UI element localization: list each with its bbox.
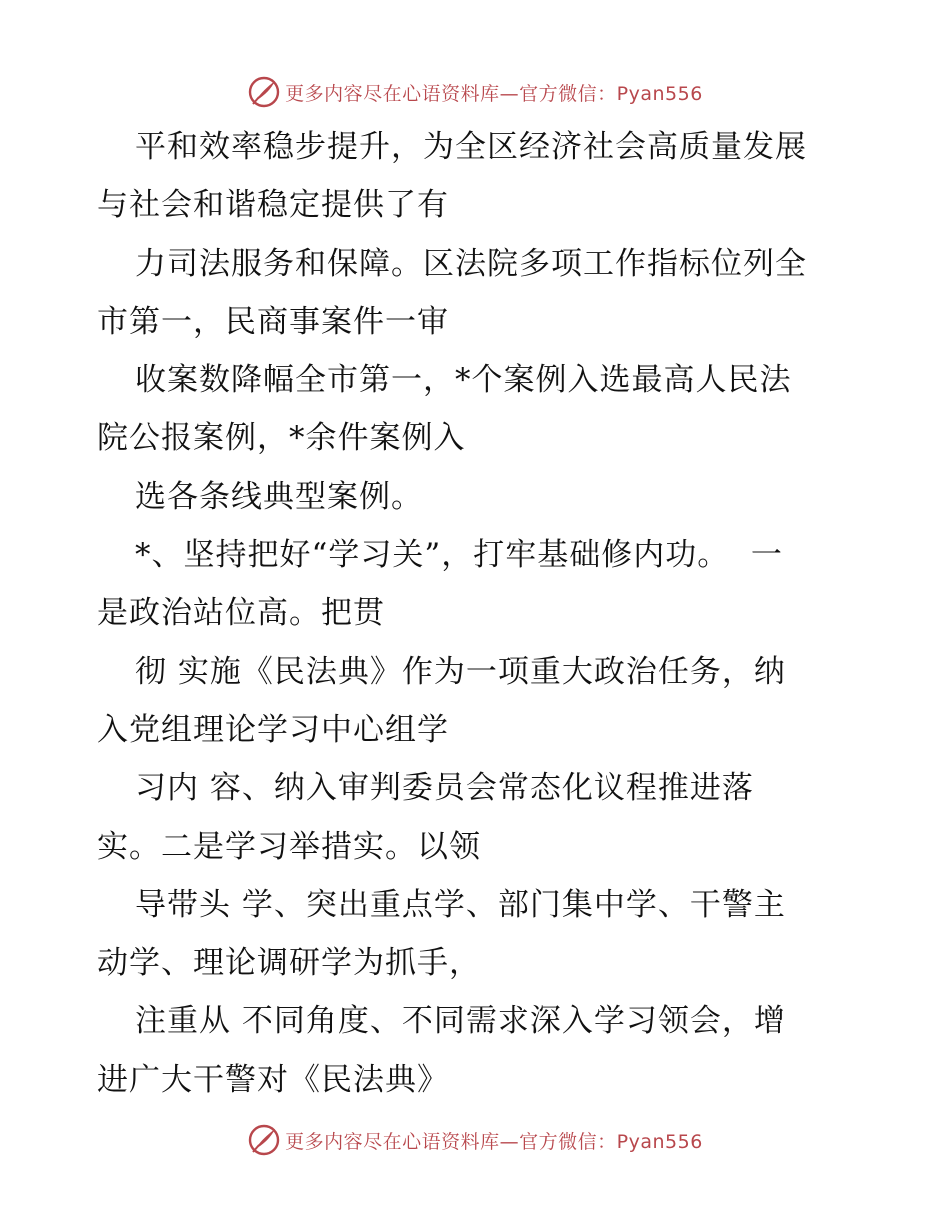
header-watermark-banner [0,72,950,112]
footer-watermark-text: 更多内容尽在心语资料库—官方微信：Pyan556 [285,1130,703,1153]
text-line: 平和效率稳步提升，为全区经济社会高质量发展 [135,129,807,165]
footer-watermark-banner [0,1120,950,1160]
text-line: 院公报案例，*余件案例入 [97,420,466,457]
text-line: 市第一，民商事案件一审 [97,303,449,340]
document-body [97,118,857,1109]
text-line: *、坚持把好“学习关”，打牢基础修内功。 一 [135,537,783,574]
text-line: 与社会和谐稳定提供了有 [97,187,449,224]
text-line: 力司法服务和保障。区法院多项工作指标位列全 [135,245,807,282]
text-line: 实。二是学习举措实。以领 [97,828,481,865]
quill-pen-logo-icon [247,1123,281,1157]
text-line: 导带头 学、突出重点学、部门集中学、干警主 [135,886,786,923]
text-line: 入党组理论学习中心组学 [97,711,449,748]
text-line: 习内 容、纳入审判委员会常态化议程推进落 [135,770,754,807]
text-line: 是政治站位高。把贯 [97,595,385,632]
quill-pen-logo-icon [247,75,281,109]
header-watermark-text: 更多内容尽在心语资料库—官方微信：Pyan556 [285,82,703,105]
text-line: 进广大干警对《民法典》 [97,1061,449,1098]
text-line: 彻 实施《民法典》作为一项重大政治任务，纳 [135,653,786,690]
text-line: 收案数降幅全市第一，*个案例入选最高人民法 [135,362,792,399]
text-line: 动学、理论调研学为抓手， [97,945,481,982]
text-line: 注重从 不同角度、不同需求深入学习领会，增 [135,1003,786,1040]
text-line: 选各条线典型案例。 [135,478,423,515]
